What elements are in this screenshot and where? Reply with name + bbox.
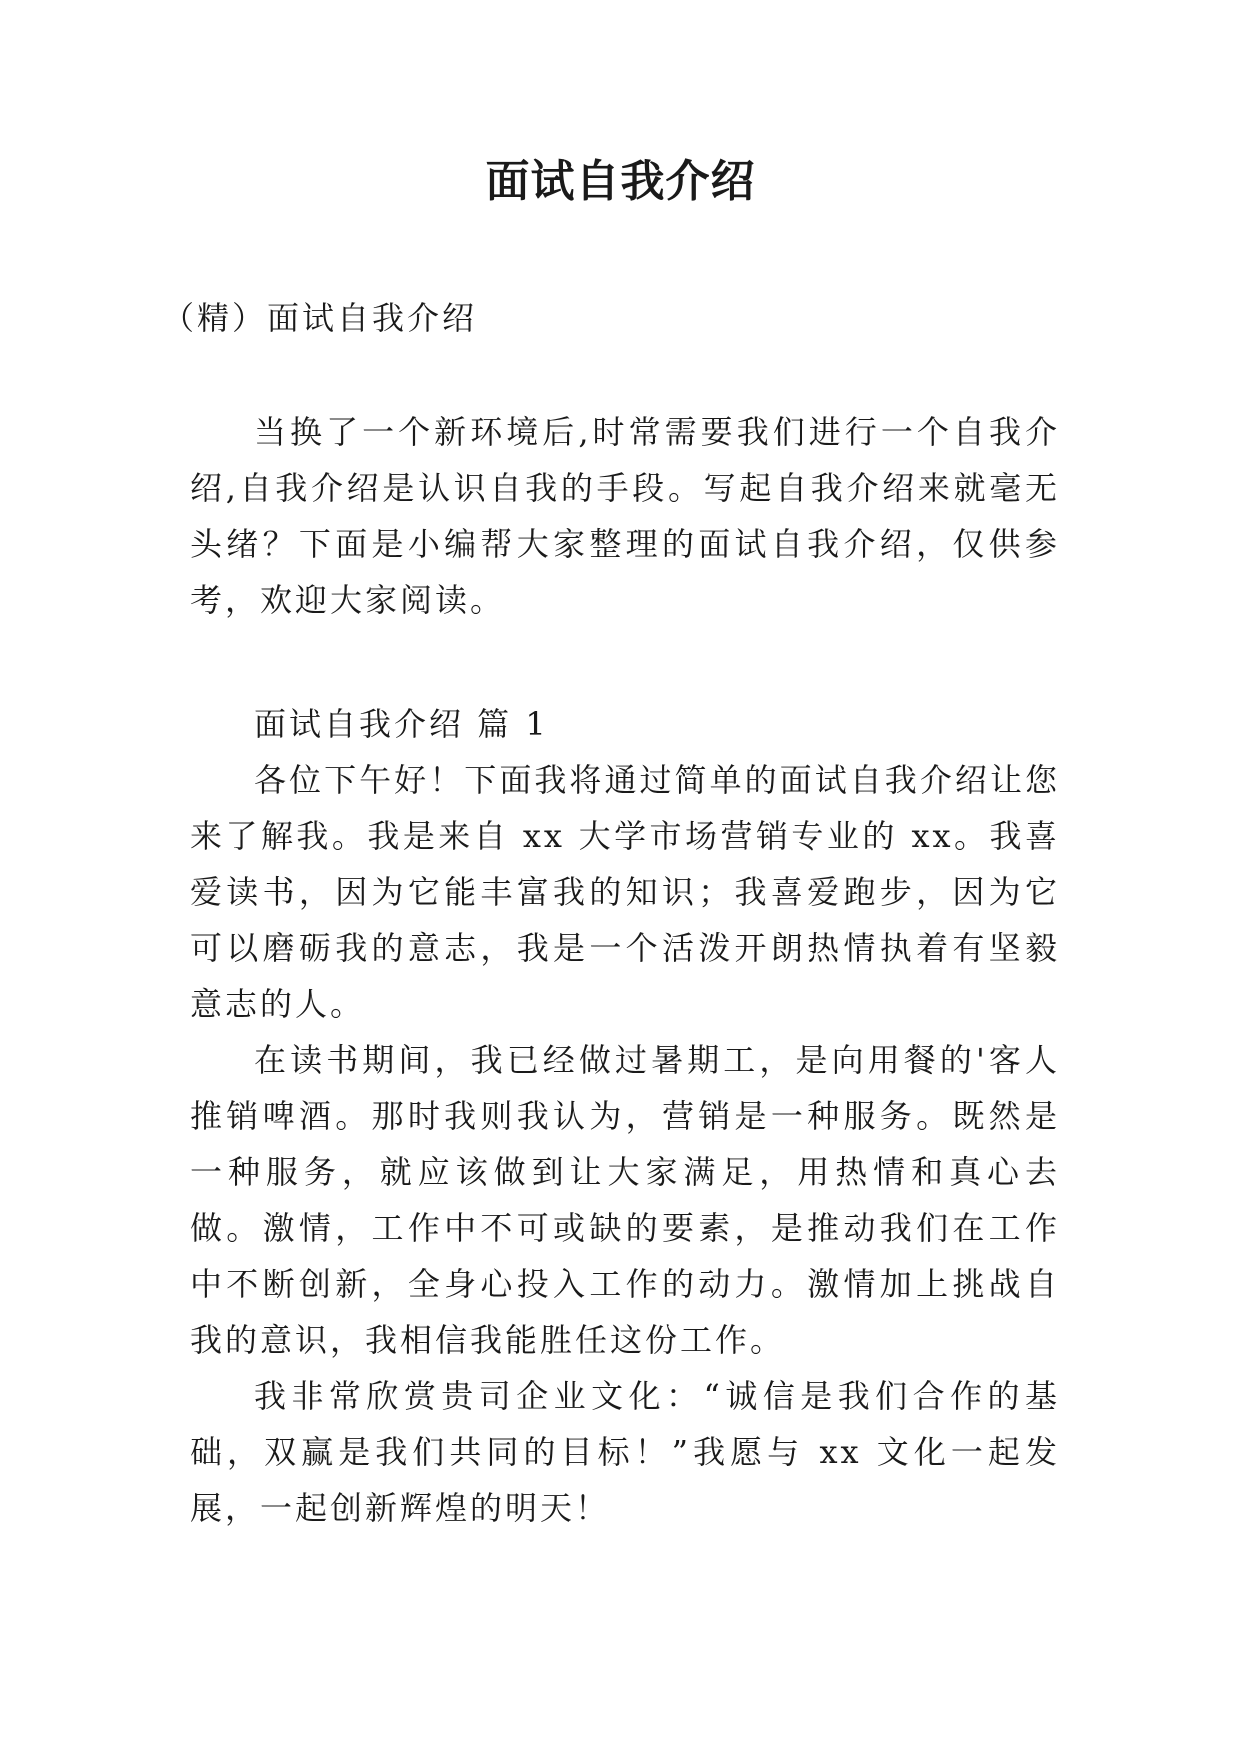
intro-paragraph: 当换了一个新环境后,时常需要我们进行一个自我介绍,自我介绍是认识自我的手段。写起自我介绍来就毫无头绪？下面是小编帮大家整理的面试自我介绍，仅供参考，欢迎大家阅读。 xyxy=(190,413,1060,619)
section-1 xyxy=(190,696,1060,1536)
body-paragraph: 我非常欣赏贵司企业文化：“诚信是我们合作的基础，双赢是我们共同的目标！”我愿与 xx 文化一起发展，一起创新辉煌的明天！ xyxy=(190,1377,1060,1527)
document-title: 面试自我介绍 xyxy=(485,156,756,207)
body-paragraph: 各位下午好！下面我将通过简单的面试自我介绍让您来了解我。我是来自 xx 大学市场营销专业的 xx。我喜爱读书，因为它能丰富我的知识；我喜爱跑步，因为它可以磨砺我的意志，我是一个活泼开朗热情执着有坚毅意志的人。 xyxy=(190,761,1060,1023)
body-paragraph: 在读书期间，我已经做过暑期工，是向用餐的'客人推销啤酒。那时我则我认为，营销是一种服务。既然是一种服务，就应该做到让大家满足，用热情和真心去做。激情，工作中不可或缺的要素，是推动我们在工作中不断创新，全身心投入工作的动力。激情加上挑战自我的意识，我相信我能胜任这份工作。 xyxy=(190,1041,1060,1359)
document-subtitle: （精）面试自我介绍 xyxy=(162,299,478,337)
section-heading: 面试自我介绍 篇 1 xyxy=(254,705,549,743)
